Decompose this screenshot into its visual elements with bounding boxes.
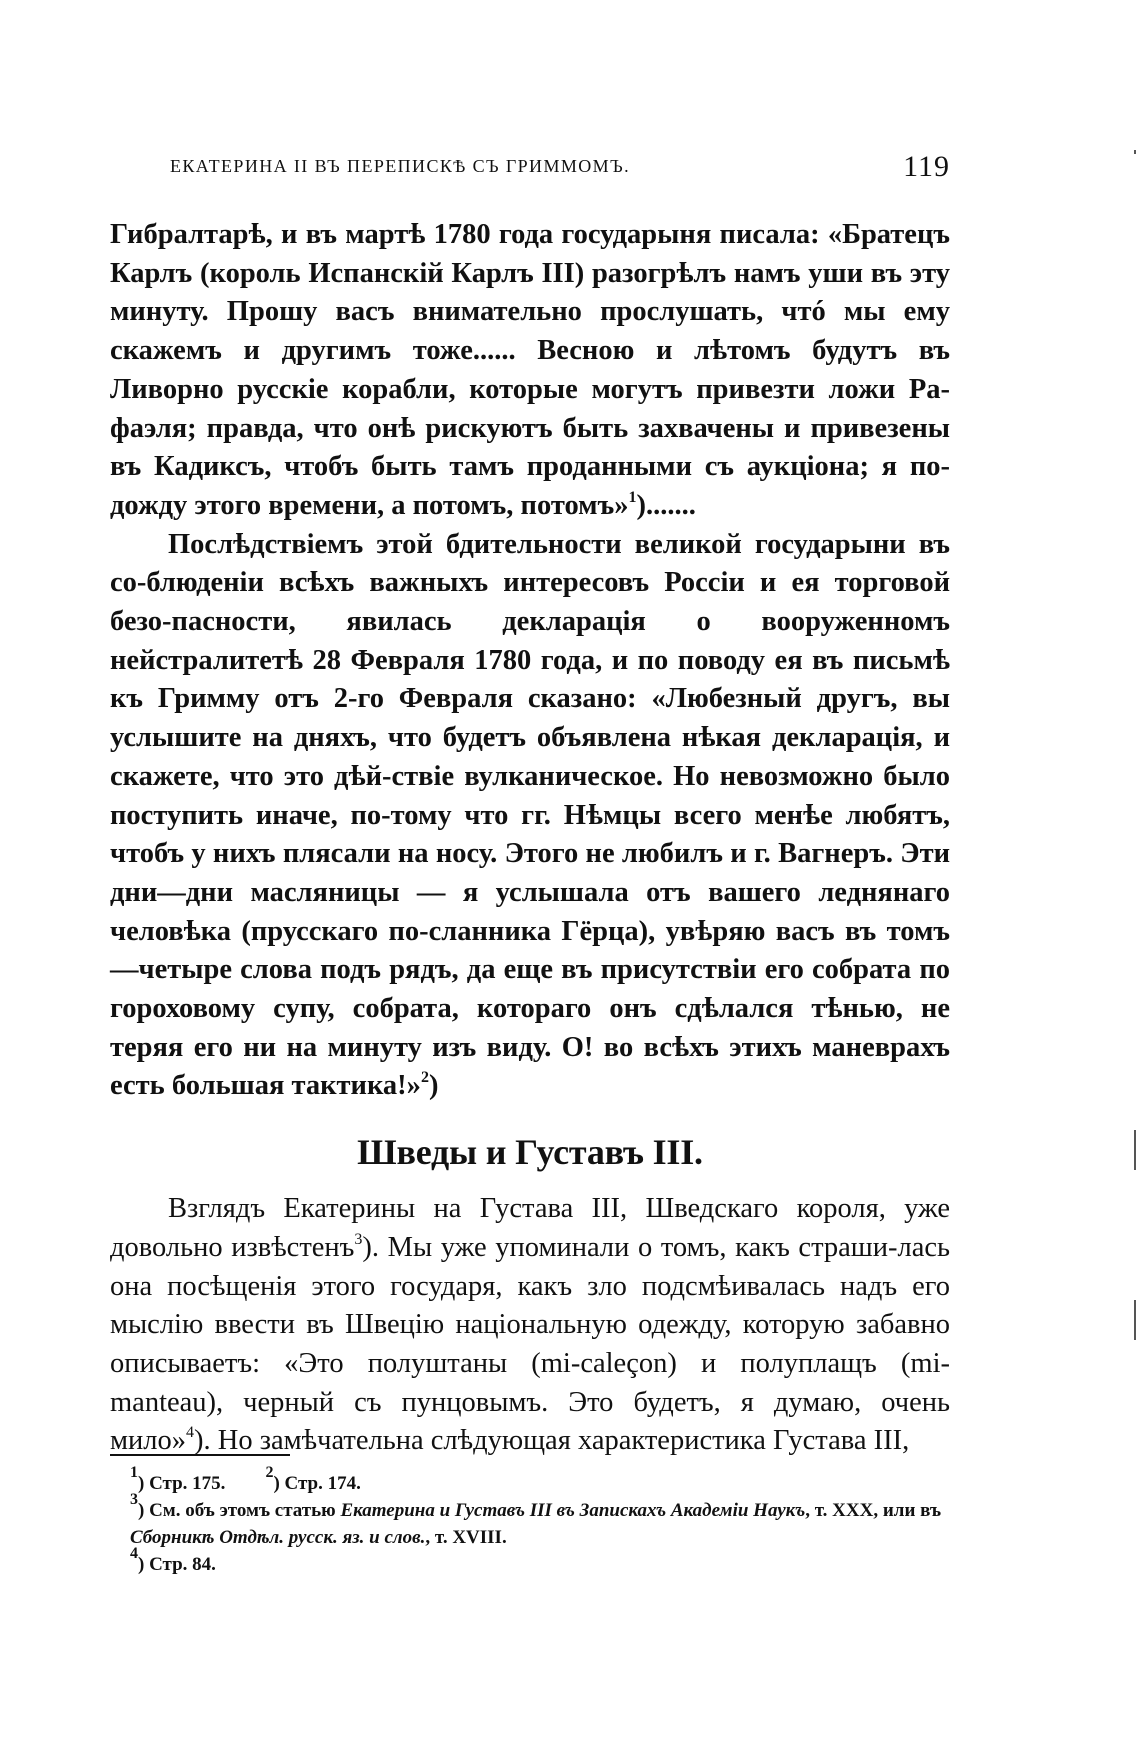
footnote-ref-1: 1 (628, 488, 637, 506)
footnote-2-marker: 2 (265, 1464, 274, 1481)
paragraph-2-tail: ) (428, 1070, 439, 1102)
paragraph-3-tail: ). Но замѣчательна слѣдующая характеристика Густава III, (194, 1425, 910, 1457)
paragraph-3-text: Взглядъ Екатерины на Густава III, Шведскаго короля, уже довольно извѣстенъ (110, 1193, 950, 1263)
margin-mark-1 (1134, 1130, 1136, 1170)
paragraph-1 (110, 216, 950, 526)
footnote-ref-4: 4 (186, 1424, 195, 1442)
footnote-3-tail: , т. XVIII. (425, 1527, 507, 1548)
footnote-1-text: ) Стр. 175. (138, 1473, 226, 1494)
paragraph-3-middle: ). Мы уже упоминали о томъ, какъ страши-лась она посѣщенія этого государя, какъ зло подсмѣивалась надъ его мыслію ввести въ Швецію національную одежду, которую забавно описываетъ: «Это полуштаны (mi-caleçon) и полуплащъ (mi-manteau), черный съ пунцовымъ. Это будетъ, я думаю, очень мило» (110, 1231, 950, 1457)
footnote-line-1-2 (110, 1464, 950, 1497)
margin-mark-2 (1134, 1300, 1136, 1340)
footnote-3-marker: 3 (130, 1491, 138, 1508)
running-title: ЕКАТЕРИНА II ВЪ ПЕРЕПИСКѢ СЪ ГРИММОМЪ. (170, 156, 631, 176)
footnotes (110, 1464, 950, 1578)
footnote-4-text: ) Стр. 84. (138, 1554, 216, 1575)
footnote-1-marker: 1 (130, 1464, 138, 1481)
footnote-4 (110, 1545, 950, 1578)
paragraph-2 (110, 526, 950, 1107)
section-heading: Шведы и Густавъ III. (357, 1132, 703, 1173)
footnote-divider (110, 1454, 290, 1456)
footnote-3-title-1: Екатерина и Густавъ III въ Запискахъ Академіи Наукъ (340, 1500, 806, 1521)
page-number: 119 (903, 150, 950, 183)
footnote-3-mid: , т. XXX, или въ (805, 1500, 942, 1521)
paragraph-1-tail: )....... (636, 489, 696, 521)
footnote-3-lead: ) См. объ этомъ статью (138, 1500, 341, 1521)
page-header (110, 150, 950, 186)
footnote-ref-2: 2 (420, 1069, 429, 1087)
footnote-ref-3: 3 (354, 1230, 363, 1248)
main-text (110, 216, 950, 1461)
footnote-3-title-2: Сборникѣ Отдѣл. русск. яз. и слов. (130, 1527, 426, 1548)
footnote-3 (110, 1491, 950, 1551)
footnote-4-marker: 4 (130, 1545, 138, 1562)
paragraph-3 (110, 1190, 950, 1461)
paragraph-2-text: Послѣдствіемъ этой бдительности великой государыни въ со-блюденіи всѣхъ важныхъ интересовъ Россіи и ея торговой безо-пасности, явилась декларація о вооруженномъ нейстралитетѣ 28 Февраля 1780 года, и по поводу ея въ письмѣ къ Гримму отъ 2-го Февраля сказано: «Любезный другъ, вы услышите на дняхъ, что будетъ объявлена нѣкая декларація, и скажете, что это дѣй-ствіе вулканическое. Но невозможно было поступить иначе, по-тому что гг. Нѣмцы всего менѣе любятъ, чтобъ у нихъ плясали на носу. Этого не любилъ и г. Вагнеръ. Эти дни—дни масляницы — я услышала отъ вашего леднянаго человѣка (прусскаго по-сланника Гёрца), увѣряю васъ въ томъ—четыре слова подъ рядъ, да еще въ присутствіи его собрата по гороховому супу, собрата, котораго онъ сдѣлался тѣнью, не теряя его ни на минуту изъ виду. О! во всѣхъ этихъ маневрахъ есть большая тактика!» (110, 528, 950, 1102)
margin-mark-top (1134, 150, 1136, 154)
footnote-2-text: ) Стр. 174. (273, 1473, 361, 1494)
paragraph-1-text: Гибралтарѣ, и въ мартѣ 1780 года государыня писала: «Братецъ Карлъ (король Испанскій Карлъ III) разогрѣлъ намъ уши въ эту минуту. Прошу васъ внимательно прослушать, чтó мы ему скажемъ и другимъ тоже...... Весною и лѣтомъ будутъ въ Ливорно русскіе корабли, которые могутъ привезти ложи Ра-фаэля; правда, что онѣ рискуютъ быть захвачены и привезены въ Кадиксъ, чтобъ быть тамъ проданными съ аукціона; я по-дожду этого времени, а потомъ, потомъ» (110, 219, 950, 521)
